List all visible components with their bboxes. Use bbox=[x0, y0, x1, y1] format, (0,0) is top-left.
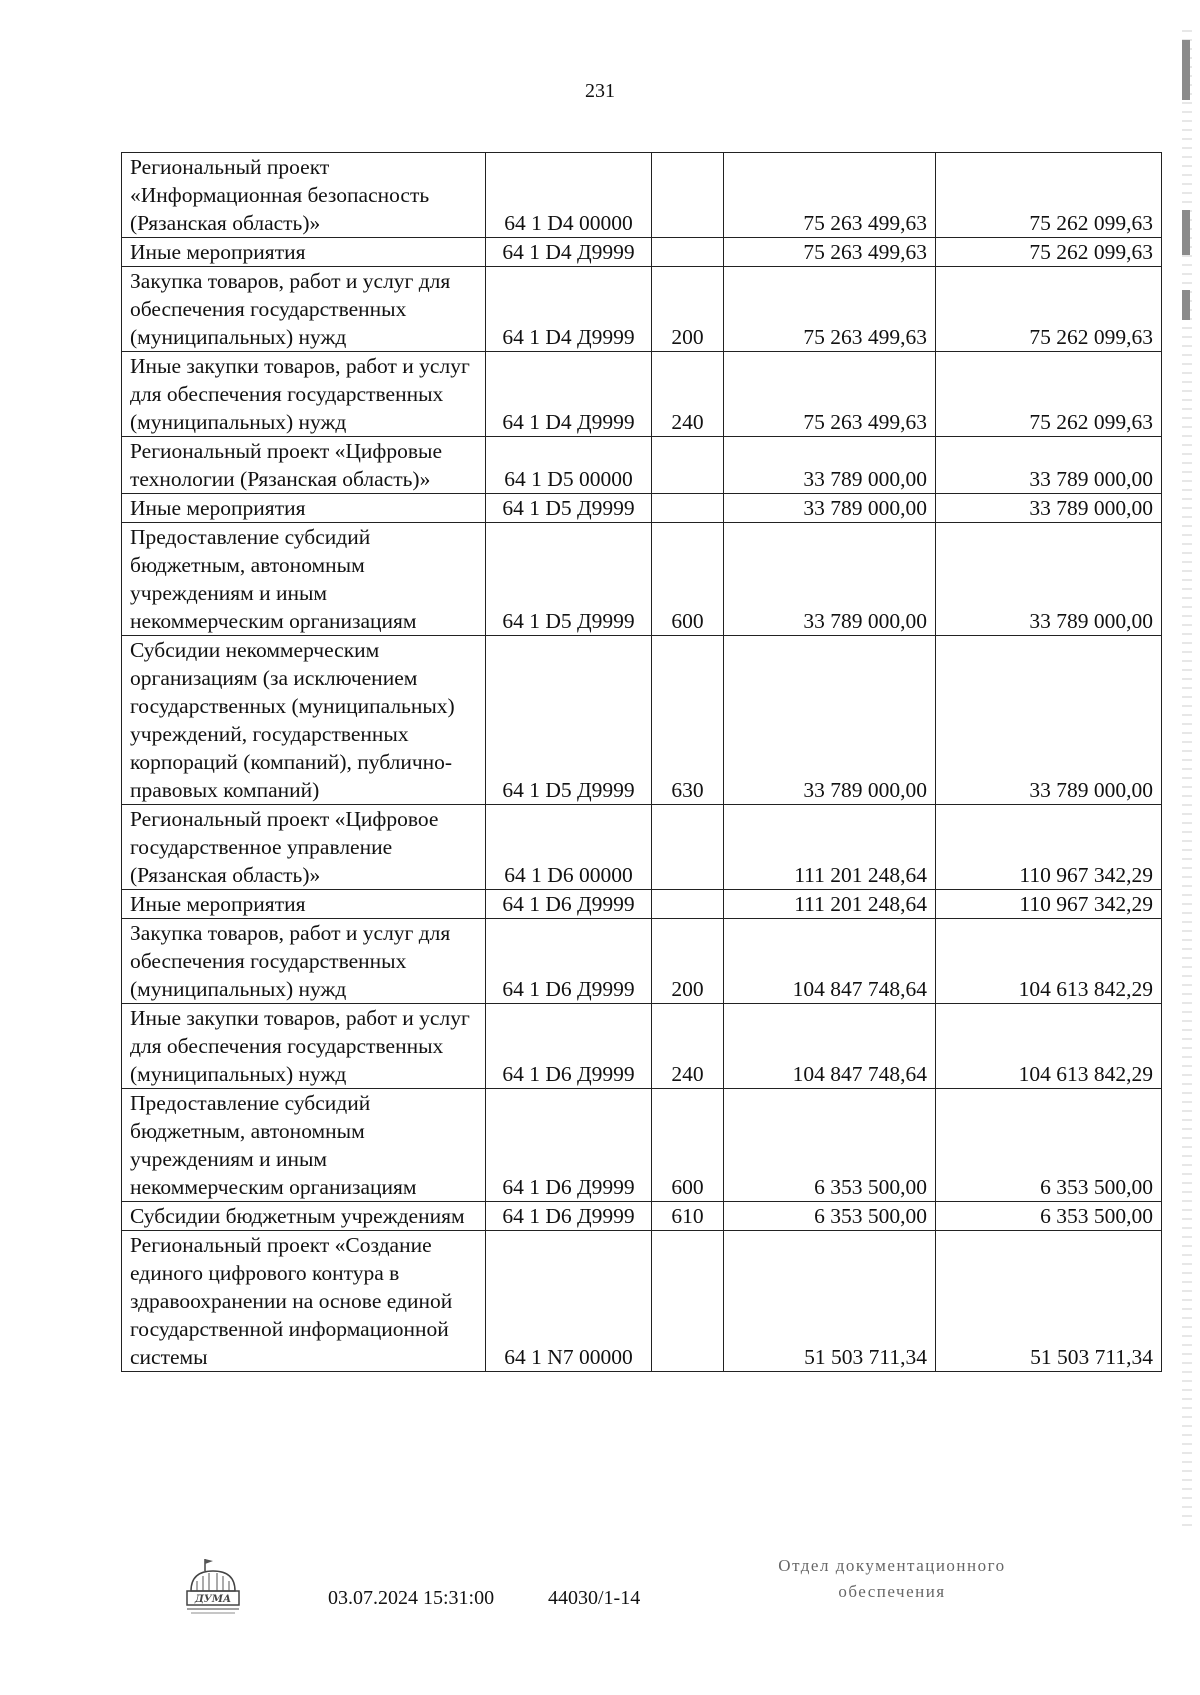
row-code: 64 1 D4 Д9999 bbox=[486, 267, 652, 352]
table-row bbox=[122, 238, 1162, 267]
row-name: Предоставление субсидий бюджетным, автономным учреждениям и иным некоммерческим организациям bbox=[122, 523, 486, 636]
row-name: Иные мероприятия bbox=[122, 238, 486, 267]
duma-emblem-icon bbox=[183, 1557, 243, 1617]
row-code: 64 1 D5 Д9999 bbox=[486, 636, 652, 805]
row-code: 64 1 D6 00000 bbox=[486, 805, 652, 890]
row-code: 64 1 D4 Д9999 bbox=[486, 238, 652, 267]
row-sum-1: 75 263 499,63 bbox=[724, 267, 936, 352]
row-expense-type: 240 bbox=[652, 352, 724, 437]
row-name: Субсидии бюджетным учреждениям bbox=[122, 1202, 486, 1231]
table-row bbox=[122, 352, 1162, 437]
budget-table-body bbox=[122, 153, 1162, 1372]
scan-edge-strip bbox=[1182, 30, 1192, 1530]
row-name: Закупка товаров, работ и услуг для обеспечения государственных (муниципальных) нужд bbox=[122, 919, 486, 1004]
table-row bbox=[122, 636, 1162, 805]
row-sum-1: 104 847 748,64 bbox=[724, 919, 936, 1004]
row-code: 64 1 N7 00000 bbox=[486, 1231, 652, 1372]
row-sum-2: 33 789 000,00 bbox=[936, 494, 1162, 523]
stamp-line-2: обеспечения bbox=[838, 1582, 946, 1601]
row-name: Субсидии некоммерческим организациям (за исключением государственных (муниципальных) учреждений, государственных корпораций (компаний), публично-правовых компаний) bbox=[122, 636, 486, 805]
table-row bbox=[122, 153, 1162, 238]
row-code: 64 1 D5 Д9999 bbox=[486, 494, 652, 523]
row-sum-1: 33 789 000,00 bbox=[724, 494, 936, 523]
row-sum-2: 75 262 099,63 bbox=[936, 352, 1162, 437]
row-expense-type bbox=[652, 1231, 724, 1372]
row-sum-2: 6 353 500,00 bbox=[936, 1089, 1162, 1202]
row-expense-type: 200 bbox=[652, 267, 724, 352]
row-sum-1: 51 503 711,34 bbox=[724, 1231, 936, 1372]
footer-date: 03.07.2024 15:31:00 bbox=[328, 1587, 495, 1609]
row-name: Предоставление субсидий бюджетным, автономным учреждениям и иным некоммерческим организациям bbox=[122, 1089, 486, 1202]
row-sum-1: 6 353 500,00 bbox=[724, 1202, 936, 1231]
row-expense-type: 610 bbox=[652, 1202, 724, 1231]
row-sum-2: 110 967 342,29 bbox=[936, 890, 1162, 919]
department-stamp bbox=[742, 1553, 1042, 1605]
row-code: 64 1 D5 00000 bbox=[486, 437, 652, 494]
row-expense-type bbox=[652, 437, 724, 494]
row-name: Иные мероприятия bbox=[122, 494, 486, 523]
table-row bbox=[122, 1089, 1162, 1202]
row-expense-type: 630 bbox=[652, 636, 724, 805]
row-code: 64 1 D6 Д9999 bbox=[486, 1089, 652, 1202]
row-sum-1: 75 263 499,63 bbox=[724, 153, 936, 238]
budget-table bbox=[121, 152, 1162, 1372]
row-expense-type bbox=[652, 494, 724, 523]
footer-reg-number: 44030/1-14 bbox=[548, 1587, 641, 1609]
row-name: Региональный проект «Цифровое государственное управление (Рязанская область)» bbox=[122, 805, 486, 890]
table-row bbox=[122, 494, 1162, 523]
table-row bbox=[122, 523, 1162, 636]
row-expense-type: 600 bbox=[652, 1089, 724, 1202]
row-sum-2: 51 503 711,34 bbox=[936, 1231, 1162, 1372]
row-name: Региональный проект «Информационная безопасность (Рязанская область)» bbox=[122, 153, 486, 238]
row-expense-type bbox=[652, 805, 724, 890]
row-sum-2: 75 262 099,63 bbox=[936, 238, 1162, 267]
row-name: Иные мероприятия bbox=[122, 890, 486, 919]
row-code: 64 1 D6 Д9999 bbox=[486, 890, 652, 919]
row-sum-2: 110 967 342,29 bbox=[936, 805, 1162, 890]
table-row bbox=[122, 919, 1162, 1004]
table-row bbox=[122, 267, 1162, 352]
row-code: 64 1 D6 Д9999 bbox=[486, 1202, 652, 1231]
row-sum-2: 104 613 842,29 bbox=[936, 1004, 1162, 1089]
row-sum-1: 104 847 748,64 bbox=[724, 1004, 936, 1089]
scan-edge-mark bbox=[1182, 290, 1190, 320]
row-sum-1: 33 789 000,00 bbox=[724, 636, 936, 805]
row-sum-1: 75 263 499,63 bbox=[724, 352, 936, 437]
row-name: Иные закупки товаров, работ и услуг для обеспечения государственных (муниципальных) нужд bbox=[122, 1004, 486, 1089]
page-number: 231 bbox=[585, 80, 615, 102]
row-expense-type bbox=[652, 238, 724, 267]
stamp-line-1: Отдел документационного bbox=[778, 1556, 1006, 1575]
row-sum-2: 33 789 000,00 bbox=[936, 523, 1162, 636]
table-row bbox=[122, 1004, 1162, 1089]
table-row bbox=[122, 805, 1162, 890]
row-code: 64 1 D4 Д9999 bbox=[486, 352, 652, 437]
row-sum-1: 6 353 500,00 bbox=[724, 1089, 936, 1202]
row-name: Иные закупки товаров, работ и услуг для обеспечения государственных (муниципальных) нужд bbox=[122, 352, 486, 437]
table-row bbox=[122, 437, 1162, 494]
table-row bbox=[122, 1231, 1162, 1372]
row-sum-2: 6 353 500,00 bbox=[936, 1202, 1162, 1231]
row-sum-2: 33 789 000,00 bbox=[936, 636, 1162, 805]
row-code: 64 1 D4 00000 bbox=[486, 153, 652, 238]
scan-edge-mark bbox=[1182, 210, 1190, 255]
row-name: Закупка товаров, работ и услуг для обеспечения государственных (муниципальных) нужд bbox=[122, 267, 486, 352]
row-expense-type bbox=[652, 890, 724, 919]
row-expense-type bbox=[652, 153, 724, 238]
row-sum-2: 104 613 842,29 bbox=[936, 919, 1162, 1004]
row-code: 64 1 D6 Д9999 bbox=[486, 919, 652, 1004]
table-row bbox=[122, 1202, 1162, 1231]
row-sum-1: 111 201 248,64 bbox=[724, 890, 936, 919]
row-expense-type: 240 bbox=[652, 1004, 724, 1089]
row-sum-1: 75 263 499,63 bbox=[724, 238, 936, 267]
row-code: 64 1 D6 Д9999 bbox=[486, 1004, 652, 1089]
row-sum-1: 111 201 248,64 bbox=[724, 805, 936, 890]
row-sum-2: 75 262 099,63 bbox=[936, 267, 1162, 352]
row-name: Региональный проект «Цифровые технологии (Рязанская область)» bbox=[122, 437, 486, 494]
row-sum-1: 33 789 000,00 bbox=[724, 523, 936, 636]
scan-edge-mark bbox=[1182, 40, 1190, 100]
row-code: 64 1 D5 Д9999 bbox=[486, 523, 652, 636]
row-sum-1: 33 789 000,00 bbox=[724, 437, 936, 494]
row-sum-2: 75 262 099,63 bbox=[936, 153, 1162, 238]
emblem-text: ДУМА bbox=[194, 1594, 232, 1605]
row-expense-type: 200 bbox=[652, 919, 724, 1004]
row-expense-type: 600 bbox=[652, 523, 724, 636]
table-row bbox=[122, 890, 1162, 919]
row-name: Региональный проект «Создание единого цифрового контура в здравоохранении на основе единой государственной информационной системы bbox=[122, 1231, 486, 1372]
row-sum-2: 33 789 000,00 bbox=[936, 437, 1162, 494]
